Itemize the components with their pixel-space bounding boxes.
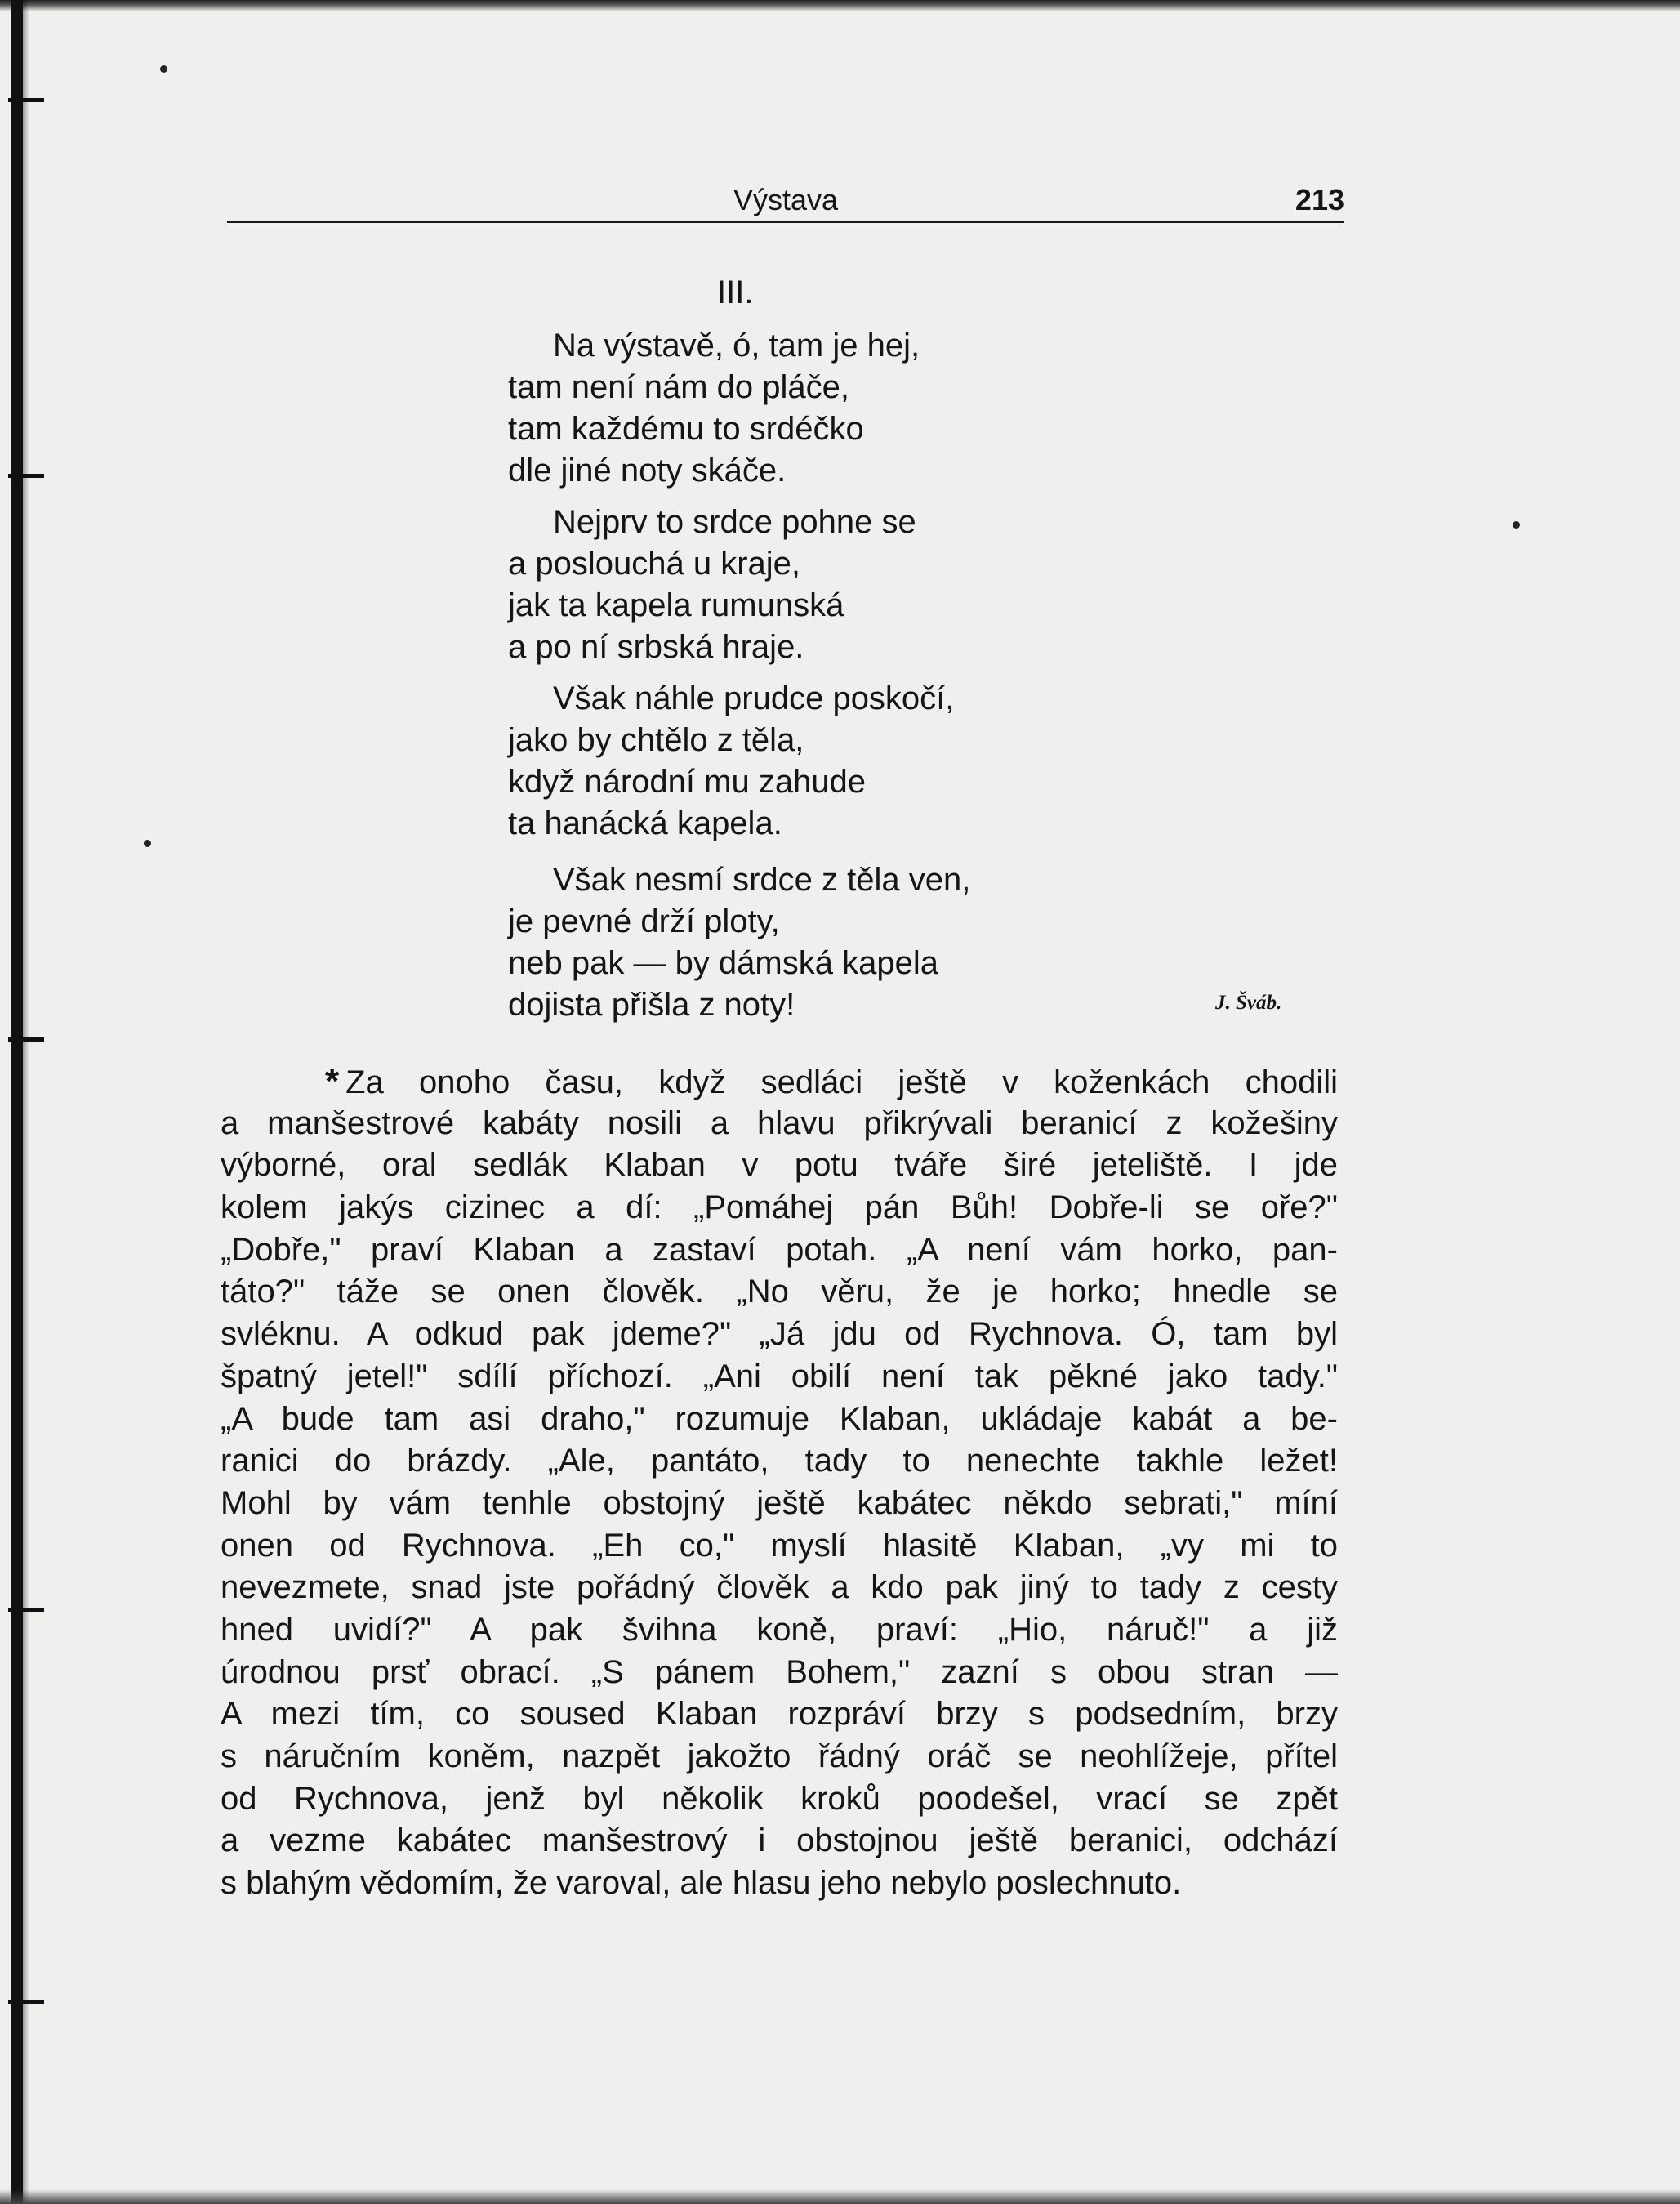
paragraph-line: ranici do brázdy. „Ale, pantáto, tady to nenechte takhle ležet!: [221, 1443, 1338, 1479]
poem-line: jak ta kapela rumunská: [508, 587, 844, 623]
scan-edge-bottom: [0, 2189, 1680, 2204]
poem-stanza: [508, 502, 1080, 668]
poem-stanza: [508, 859, 1080, 1026]
binding-tick: [8, 1037, 44, 1042]
poem-line: Nejprv to srdce pohne se: [553, 504, 916, 540]
poem-line: a poslouchá u kraje,: [508, 546, 801, 582]
poem-stanza: [508, 325, 1080, 492]
paragraph-line: Mohl by vám tenhle obstojný ještě kabátec někdo sebrati," míní: [221, 1484, 1338, 1521]
poem-line: je pevné drží ploty,: [508, 903, 780, 939]
scan-binding-shadow: [23, 0, 29, 2204]
poem-line: a po ní srbská hraje.: [508, 629, 804, 665]
scan-speck: [1513, 521, 1520, 529]
poem-line: dojista přišla z noty!: [508, 987, 795, 1023]
poem-line: neb pak — by dámská kapela: [508, 945, 938, 981]
paragraph-line: táto?" táže se onen člověk. „No věru, že je horko; hnedle se: [221, 1274, 1338, 1310]
scan-binding-edge: [11, 0, 23, 2204]
poem-line: jako by chtělo z těla,: [508, 722, 804, 758]
page-number: 213: [1295, 183, 1344, 216]
binding-tick: [8, 98, 44, 102]
paragraph-line: výborné, oral sedlák Klaban v potu tváře širé jeteliště. I jde: [221, 1147, 1338, 1184]
asterisk-marker: *: [325, 1061, 340, 1101]
binding-tick: [8, 2000, 44, 2004]
poem-line: tam není nám do pláče,: [508, 369, 850, 405]
running-head: [227, 178, 1344, 221]
paragraph-line: s blahým vědomím, že varoval, ale hlasu jeho nebylo poslechnuto.: [221, 1865, 1182, 1902]
paragraph-line: a vezme kabátec manšestrový i obstojnou ještě beranici, odchází: [221, 1823, 1338, 1859]
scan-speck: [144, 840, 151, 847]
paragraph-line: A mezi tím, co soused Klaban rozpráví brzy s podsedním, brzy: [221, 1696, 1338, 1733]
paragraph-line: [221, 1060, 1338, 1103]
scan-edge-top: [0, 0, 1680, 11]
anecdote-paragraph: [221, 1060, 1338, 1905]
poem-line: ta hanácká kapela.: [508, 805, 782, 841]
paragraph-line-text: Za onoho času, když sedláci ještě v koženkách chodili: [345, 1064, 1338, 1100]
paragraph-line: od Rychnova, jenž byl několik kroků poodešel, vrací se zpět: [221, 1780, 1338, 1817]
poem-signature: J. Šváb.: [1215, 992, 1282, 1014]
poem-line: když národní mu zahude: [508, 764, 867, 800]
poem-stanza: [508, 678, 1080, 845]
poem-line: dle jiné noty skáče.: [508, 453, 787, 489]
binding-tick: [8, 474, 44, 478]
poem-line: tam každému to srdéčko: [508, 411, 864, 447]
paragraph-line: a manšestrové kabáty nosili a hlavu přikrývali beranicí z kožešiny: [221, 1104, 1338, 1141]
poem-number: III.: [717, 274, 754, 310]
paragraph-line: onen od Rychnova. „Eh co," myslí hlasitě Klaban, „vy mi to: [221, 1527, 1338, 1564]
scan-speck: [160, 65, 167, 73]
paragraph-line: „Dobře," praví Klaban a zastaví potah. „A není vám horko, pan-: [221, 1231, 1338, 1268]
paragraph-line: nevezmete, snad jste pořádný člověk a kdo pak jiný to tady z cesty: [221, 1569, 1338, 1606]
paragraph-line: kolem jakýs cizinec a dí: „Pomáhej pán Bůh! Dobře-li se oře?": [221, 1189, 1338, 1226]
poem-line: Však náhle prudce poskočí,: [553, 680, 955, 716]
paragraph-line: svléknu. A odkud pak jdeme?" „Já jdu od Rychnova. Ó, tam byl: [221, 1316, 1338, 1353]
poem-line: Však nesmí srdce z těla ven,: [553, 862, 971, 898]
paragraph-line: „A bude tam asi draho," rozumuje Klaban, ukládaje kabát a be-: [221, 1400, 1338, 1437]
running-head-title: Výstava: [733, 183, 839, 216]
paragraph-line: s náručním koněm, nazpět jakožto řádný oráč se neohlížeje, přítel: [221, 1738, 1338, 1774]
paragraph-line: hned uvidí?" A pak švihna koně, praví: „Hio, náruč!" a již: [221, 1611, 1338, 1648]
paragraph-line: úrodnou prsť obrací. „S pánem Bohem," zazní s obou stran —: [221, 1653, 1338, 1690]
header-rule: [227, 221, 1344, 223]
binding-tick: [8, 1608, 44, 1612]
poem-line: Na výstavě, ó, tam je hej,: [553, 328, 920, 364]
paragraph-line: špatný jetel!" sdílí příchozí. „Ani obilí není tak pěkné jako tady.": [221, 1358, 1338, 1394]
